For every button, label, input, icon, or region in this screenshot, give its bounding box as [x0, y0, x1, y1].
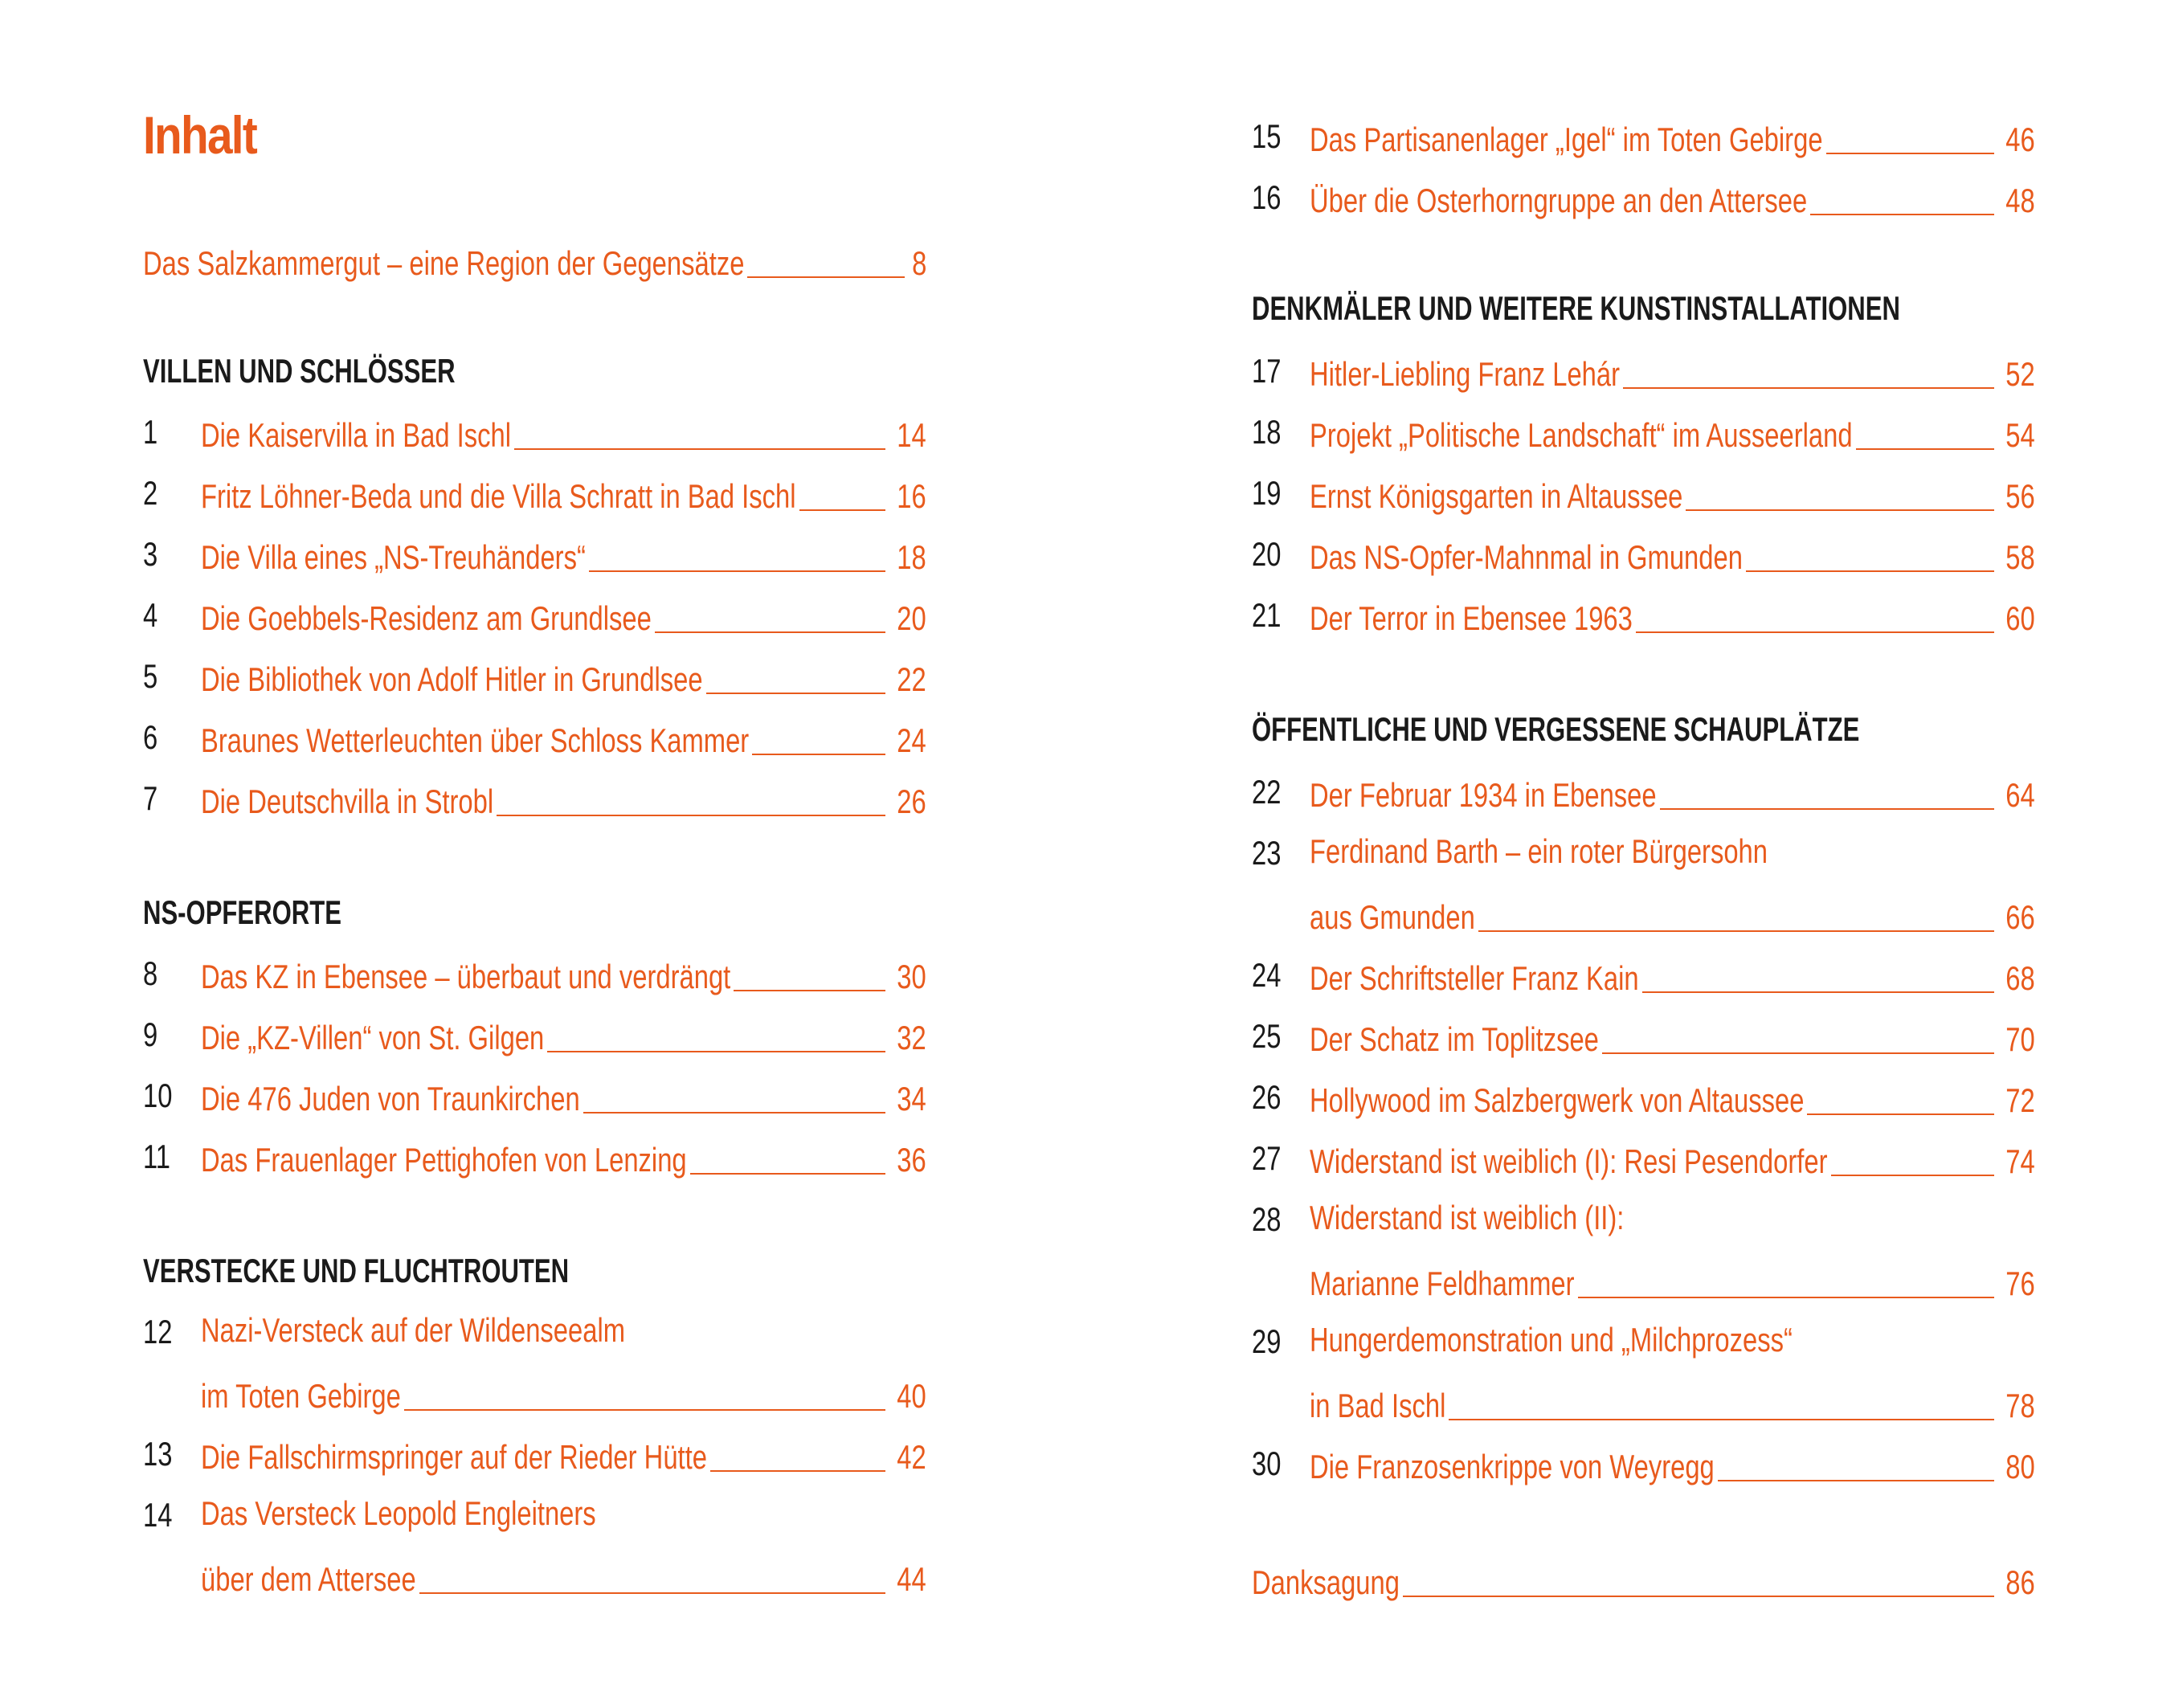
toc-entry[interactable] — [143, 1130, 926, 1181]
toc-entry[interactable] — [1252, 588, 2035, 639]
toc-entry[interactable] — [1252, 109, 2035, 161]
toc-entry[interactable] — [143, 710, 926, 762]
toc-entry-text: Über die Osterhorngruppe an den Attersee — [1310, 182, 1808, 219]
toc-entry[interactable] — [1252, 1192, 2035, 1305]
toc-page-number: 80 — [2005, 1448, 2035, 1485]
toc-page-number: 72 — [2005, 1081, 2035, 1119]
toc-entry-number: 30 — [1252, 1444, 1282, 1482]
toc-page-number: 70 — [2005, 1020, 2035, 1058]
leader-line — [1636, 631, 1994, 633]
leader-line — [1602, 1052, 1994, 1054]
toc-entry-text: Die Deutschvilla in Strobl — [201, 782, 494, 820]
toc-entry-number: 27 — [1252, 1139, 1282, 1177]
toc-entry[interactable] — [1252, 1070, 2035, 1122]
toc-entry-number: 22 — [1252, 773, 1282, 811]
toc-page-number: 44 — [897, 1560, 926, 1598]
toc-page-number: 46 — [2005, 121, 2035, 158]
toc-entry-text: Das Frauenlager Pettighofen von Lenzing — [201, 1141, 687, 1179]
section-heading-verstecke: VERSTECKE UND FLUCHTROUTEN — [143, 1252, 570, 1289]
toc-page-number: 20 — [897, 599, 926, 637]
toc-entry-text: Die Kaiservilla in Bad Ischl — [201, 416, 512, 454]
toc-page-number: 68 — [2005, 959, 2035, 997]
toc-page-number: 48 — [2005, 182, 2035, 219]
leader-line — [404, 1409, 885, 1411]
toc-entry-number: 24 — [1252, 956, 1282, 994]
toc-outro[interactable] — [1252, 1552, 2035, 1604]
toc-entry-number: 1 — [143, 413, 158, 451]
toc-entry-number: 25 — [1252, 1017, 1282, 1055]
toc-entry-number: 13 — [143, 1435, 173, 1473]
leader-line — [1856, 448, 1995, 450]
toc-entry-text: Hitler-Liebling Franz Lehár — [1310, 355, 1621, 393]
toc-entry-text: Hollywood im Salzbergwerk von Altaussee — [1310, 1081, 1805, 1119]
toc-page-number: 52 — [2005, 355, 2035, 393]
toc-entry-number: 29 — [1252, 1322, 1282, 1360]
toc-entry-text: Der Schatz im Toplitzsee — [1310, 1020, 1599, 1058]
toc-page-number: 36 — [897, 1141, 926, 1179]
toc-entry-text-line1: Das Versteck Leopold Engleitners — [201, 1494, 596, 1532]
toc-entry[interactable] — [1252, 765, 2035, 816]
toc-entry-number: 14 — [143, 1496, 173, 1534]
toc-entry[interactable] — [143, 1305, 926, 1417]
toc-page-number: 78 — [2005, 1387, 2035, 1424]
toc-page-number: 74 — [2005, 1142, 2035, 1180]
section-heading-opferorte: NS-OPFERORTE — [143, 893, 341, 931]
toc-page-number: 54 — [2005, 416, 2035, 454]
leader-line — [1718, 1480, 1995, 1481]
toc-entry-text: im Toten Gebirge — [201, 1377, 401, 1415]
section-heading-villen: VILLEN UND SCHLÖSSER — [143, 352, 456, 390]
toc-entry-text: aus Gmunden — [1310, 898, 1475, 936]
toc-page-number: 32 — [897, 1019, 926, 1056]
toc-entry[interactable] — [143, 649, 926, 701]
toc-entry-text: Der Schriftsteller Franz Kain — [1310, 959, 1639, 997]
leader-line — [752, 754, 885, 755]
toc-entry-number: 16 — [1252, 178, 1282, 216]
toc-page-number: 56 — [2005, 477, 2035, 515]
toc-entry-number: 2 — [143, 474, 158, 512]
toc-intro[interactable] — [143, 233, 926, 284]
leader-line — [1449, 1419, 1994, 1420]
section-heading-schauplaetze: ÖFFENTLICHE UND VERGESSENE SCHAUPLÄTZE — [1252, 710, 1860, 748]
toc-entry-text: Die Bibliothek von Adolf Hitler in Grundlsee — [201, 660, 703, 698]
toc-entry[interactable] — [1252, 948, 2035, 999]
leader-line — [1403, 1596, 1994, 1597]
leader-line — [706, 693, 886, 694]
toc-page-number: 60 — [2005, 599, 2035, 637]
toc-entry[interactable] — [143, 466, 926, 517]
leader-line — [1807, 1113, 1994, 1115]
leader-line — [1642, 991, 1995, 993]
toc-entry[interactable] — [1252, 527, 2035, 578]
leader-line — [419, 1592, 886, 1594]
toc-page-number: 26 — [897, 782, 926, 820]
leader-line — [547, 1051, 885, 1052]
toc-entry[interactable] — [1252, 826, 2035, 938]
toc-entry-text: Der Terror in Ebensee 1963 — [1310, 599, 1633, 637]
toc-entry-text: Fritz Löhner-Beda und die Villa Schratt in Bad Ischl — [201, 477, 796, 515]
toc-page-number: 18 — [897, 538, 926, 576]
toc-entry-text: Der Februar 1934 in Ebensee — [1310, 776, 1657, 814]
toc-entry-number: 12 — [143, 1313, 173, 1350]
toc-entry-text: Die Fallschirmspringer auf der Rieder Hütte — [201, 1438, 707, 1476]
toc-entry[interactable] — [1252, 1131, 2035, 1183]
leader-line — [655, 631, 885, 633]
toc-entry-number: 28 — [1252, 1200, 1282, 1238]
leader-line — [747, 276, 904, 278]
toc-entry-text: Widerstand ist weiblich (I): Resi Pesendorfer — [1310, 1142, 1828, 1180]
toc-entry-number: 19 — [1252, 474, 1282, 512]
toc-entry[interactable] — [143, 771, 926, 823]
leader-line — [497, 815, 885, 816]
toc-entry-text: Danksagung — [1252, 1563, 1400, 1601]
toc-entry[interactable] — [143, 405, 926, 456]
leader-line — [589, 570, 885, 572]
toc-entry-text: Die 476 Juden von Traunkirchen — [201, 1080, 580, 1118]
toc-entry[interactable] — [143, 1069, 926, 1120]
leader-line — [734, 990, 885, 991]
toc-entry-number: 7 — [143, 779, 158, 817]
toc-entry-text: Projekt „Politische Landschaft“ im Ausseerland — [1310, 416, 1853, 454]
toc-entry-text: Das NS-Opfer-Mahnmal in Gmunden — [1310, 538, 1743, 576]
toc-entry-text: Das Salzkammergut – eine Region der Gegensätze — [143, 244, 745, 282]
leader-line — [1623, 387, 1994, 389]
toc-page-number: 64 — [2005, 776, 2035, 814]
toc-entry-text: Die Goebbels-Residenz am Grundlsee — [201, 599, 652, 637]
toc-entry-number: 26 — [1252, 1078, 1282, 1116]
toc-page-number: 66 — [2005, 898, 2035, 936]
toc-page-number: 40 — [897, 1377, 926, 1415]
toc-page-number: 14 — [897, 416, 926, 454]
leader-line — [1478, 930, 1994, 932]
page-title: Inhalt — [143, 105, 257, 165]
toc-entry-text-line1: Widerstand ist weiblich (II): — [1310, 1199, 1625, 1236]
toc-entry-text: über dem Attersee — [201, 1560, 416, 1598]
toc-page-number: 22 — [897, 660, 926, 698]
toc-entry[interactable] — [143, 946, 926, 998]
toc-entry-text: Die „KZ-Villen“ von St. Gilgen — [201, 1019, 545, 1056]
toc-entry[interactable] — [143, 1488, 926, 1600]
toc-entry-number: 3 — [143, 535, 158, 573]
toc-entry-number: 21 — [1252, 596, 1282, 634]
toc-entry[interactable] — [1252, 170, 2035, 222]
toc-entry-text-line1: Ferdinand Barth – ein roter Bürgersohn — [1310, 832, 1768, 870]
toc-entry[interactable] — [1252, 1314, 2035, 1427]
toc-entry-text: Die Franzosenkrippe von Weyregg — [1310, 1448, 1715, 1485]
toc-entry-number: 18 — [1252, 413, 1282, 451]
toc-page-number: 16 — [897, 477, 926, 515]
toc-entry[interactable] — [1252, 466, 2035, 517]
leader-line — [1746, 570, 1994, 572]
toc-entry-text-line1: Hungerdemonstration und „Milchprozess“ — [1310, 1321, 1793, 1359]
toc-entry-number: 4 — [143, 596, 158, 634]
toc-entry-text: Die Villa eines „NS-Treuhänders“ — [201, 538, 586, 576]
toc-entry-number: 6 — [143, 718, 158, 756]
toc-entry-text-line1: Nazi-Versteck auf der Wildenseealm — [201, 1311, 626, 1349]
toc-entry-text: Das Partisanenlager „Igel“ im Toten Gebirge — [1310, 121, 1823, 158]
toc-entry-text: Ernst Königsgarten in Altaussee — [1310, 477, 1683, 515]
toc-entry-text: Braunes Wetterleuchten über Schloss Kammer — [201, 721, 750, 759]
toc-entry-number: 11 — [143, 1138, 171, 1175]
toc-entry-number: 23 — [1252, 834, 1282, 872]
leader-line — [1826, 153, 1995, 154]
leader-line — [1660, 808, 1995, 810]
leader-line — [710, 1470, 885, 1472]
toc-entry-number: 10 — [143, 1077, 173, 1114]
leader-line — [1686, 509, 1994, 511]
leader-line — [1578, 1297, 1995, 1298]
leader-line — [799, 509, 886, 511]
toc-entry[interactable] — [1252, 405, 2035, 456]
toc-entry-number: 17 — [1252, 352, 1282, 390]
leader-line — [583, 1112, 886, 1113]
leader-line — [1831, 1175, 1995, 1176]
toc-entry-number: 8 — [143, 954, 158, 992]
toc-page-number: 42 — [897, 1438, 926, 1476]
toc-entry[interactable] — [143, 1007, 926, 1059]
toc-page-number: 58 — [2005, 538, 2035, 576]
toc-entry-number: 20 — [1252, 535, 1282, 573]
leader-line — [1810, 214, 1994, 215]
toc-entry-text: Das KZ in Ebensee – überbaut und verdrängt — [201, 958, 731, 995]
section-heading-denkmaeler: DENKMÄLER UND WEITERE KUNSTINSTALLATIONEN — [1252, 289, 1900, 327]
toc-page-number: 34 — [897, 1080, 926, 1118]
toc-entry[interactable] — [1252, 1009, 2035, 1060]
toc-page-number: 30 — [897, 958, 926, 995]
toc-entry-number: 9 — [143, 1015, 158, 1053]
toc-entry-number: 5 — [143, 657, 158, 695]
toc-page-number: 8 — [911, 244, 926, 282]
leader-line — [514, 448, 885, 450]
toc-page-number: 86 — [2005, 1563, 2035, 1601]
toc-entry-number: 15 — [1252, 117, 1282, 155]
toc-page-number: 24 — [897, 721, 926, 759]
leader-line — [690, 1173, 886, 1175]
toc-entry-text: in Bad Ischl — [1310, 1387, 1446, 1424]
toc-entry[interactable] — [1252, 344, 2035, 395]
toc-entry[interactable] — [143, 588, 926, 639]
toc-entry-text: Marianne Feldhammer — [1310, 1265, 1575, 1302]
toc-entry[interactable] — [143, 527, 926, 578]
toc-entry[interactable] — [143, 1427, 926, 1478]
toc-page-number: 76 — [2005, 1265, 2035, 1302]
toc-entry[interactable] — [1252, 1436, 2035, 1488]
